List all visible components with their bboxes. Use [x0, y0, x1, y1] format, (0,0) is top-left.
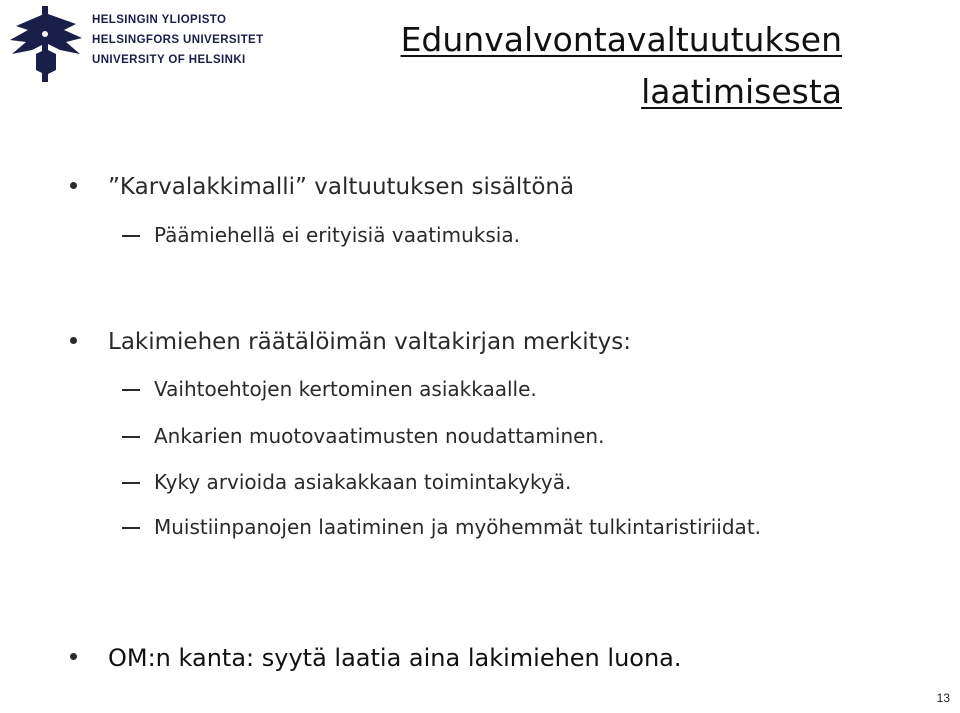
bullet-text: Lakimiehen räätälöimän valtakirjan merkitys:: [108, 329, 632, 355]
sub-bullet-text: Muistiinpanojen laatiminen ja myöhemmät tulkintaristiriidat.: [154, 515, 762, 539]
slide-title-line-2: laatimisesta: [641, 72, 842, 111]
dash-icon: [122, 482, 140, 484]
bullet-dot-icon: [70, 337, 77, 344]
dash-icon: [122, 436, 140, 438]
sub-bullet-text: Kyky arvioida asiakakkaan toimintakykyä.: [154, 470, 572, 494]
dash-icon: [122, 235, 140, 237]
logo-line-swedish: HELSINGFORS UNIVERSITET: [92, 34, 264, 46]
bullet-dot-icon: [70, 182, 77, 189]
slide-title-line-1: Edunvalvontavaltuutuksen: [400, 20, 842, 59]
logo-line-finnish: HELSINGIN YLIOPISTO: [92, 14, 227, 26]
bullet-dot-icon: [70, 653, 77, 660]
page-number: 13: [936, 691, 950, 705]
dash-icon: [122, 527, 140, 529]
logo-line-english: UNIVERSITY OF HELSINKI: [92, 54, 246, 66]
sub-bullet-text: Päämiehellä ei erityisiä vaatimuksia.: [154, 223, 520, 247]
sub-bullet-text: Vaihtoehtojen kertominen asiakkaalle.: [154, 377, 537, 401]
dash-icon: [122, 389, 140, 391]
bullet-text: ”Karvalakkimalli” valtuutuksen sisältönä: [108, 174, 575, 200]
bullet-text: OM:n kanta: syytä laatia aina lakimiehen luona.: [108, 644, 682, 672]
sub-bullet-text: Ankarien muotovaatimusten noudattaminen.: [154, 424, 605, 448]
